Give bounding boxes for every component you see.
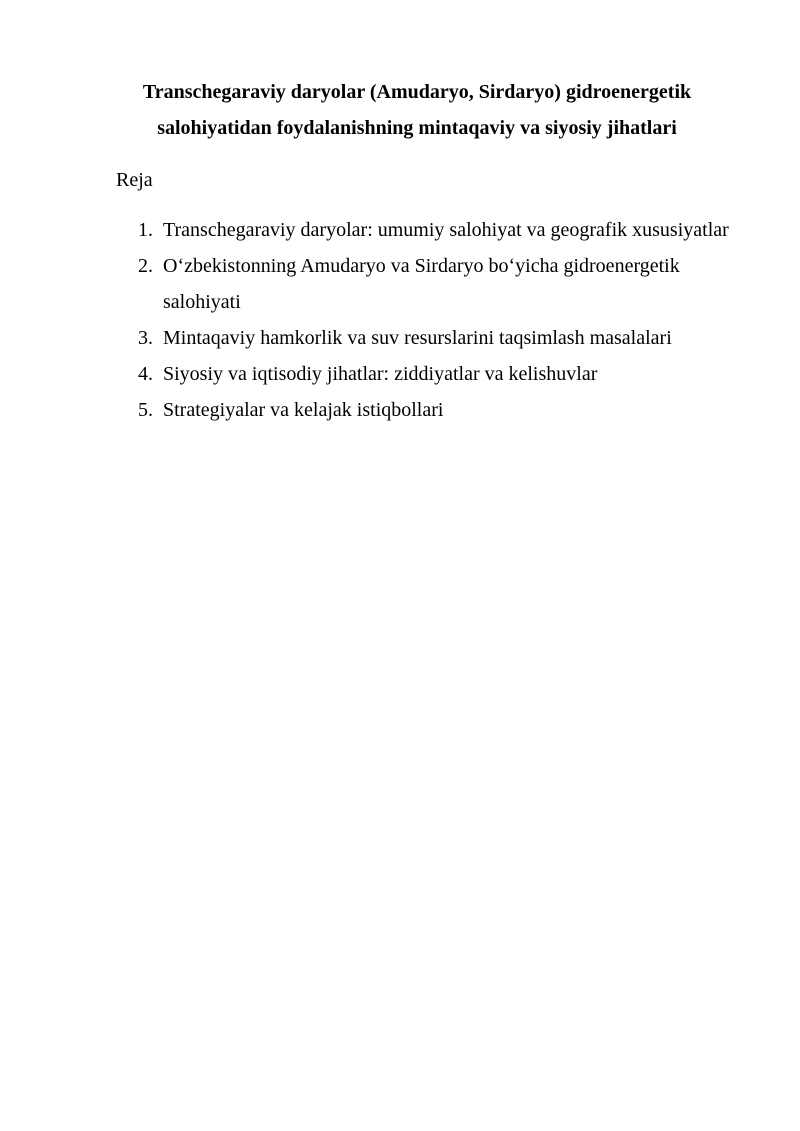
document-title — [112, 74, 722, 146]
document-title-line-1: Transchegaraviy daryolar (Amudaryo, Sirdaryo) gidroenergetik — [142, 81, 692, 103]
plan-item-text: Siyosiy va iqtisodiy jihatlar: ziddiyatlar va kelishuvlar — [163, 363, 598, 385]
plan-item — [138, 392, 738, 428]
plan-item — [138, 356, 738, 392]
plan-item-number: 3. — [138, 327, 153, 349]
plan-heading: Reja — [116, 169, 153, 191]
plan-item-text: Strategiyalar va kelajak istiqbollari — [163, 399, 444, 421]
plan-item-number: 1. — [138, 219, 153, 241]
document-title-line-2: salohiyatidan foydalanishning mintaqaviy va siyosiy jihatlari — [157, 117, 677, 139]
plan-item-text: O‘zbekistonning Amudaryo va Sirdaryo bo‘yicha gidroenergetik salohiyati — [163, 255, 680, 313]
plan-item-number: 4. — [138, 363, 153, 385]
plan-item-text: Transchegaraviy daryolar: umumiy salohiyat va geografik xususiyatlar — [163, 219, 729, 241]
plan-item — [138, 212, 738, 248]
plan-item-text: Mintaqaviy hamkorlik va suv resurslarini taqsimlash masalalari — [163, 327, 672, 349]
plan-list — [138, 212, 738, 428]
plan-item — [138, 248, 738, 320]
plan-item — [138, 320, 738, 356]
plan-item-number: 2. — [138, 255, 153, 277]
plan-item-number: 5. — [138, 399, 153, 421]
